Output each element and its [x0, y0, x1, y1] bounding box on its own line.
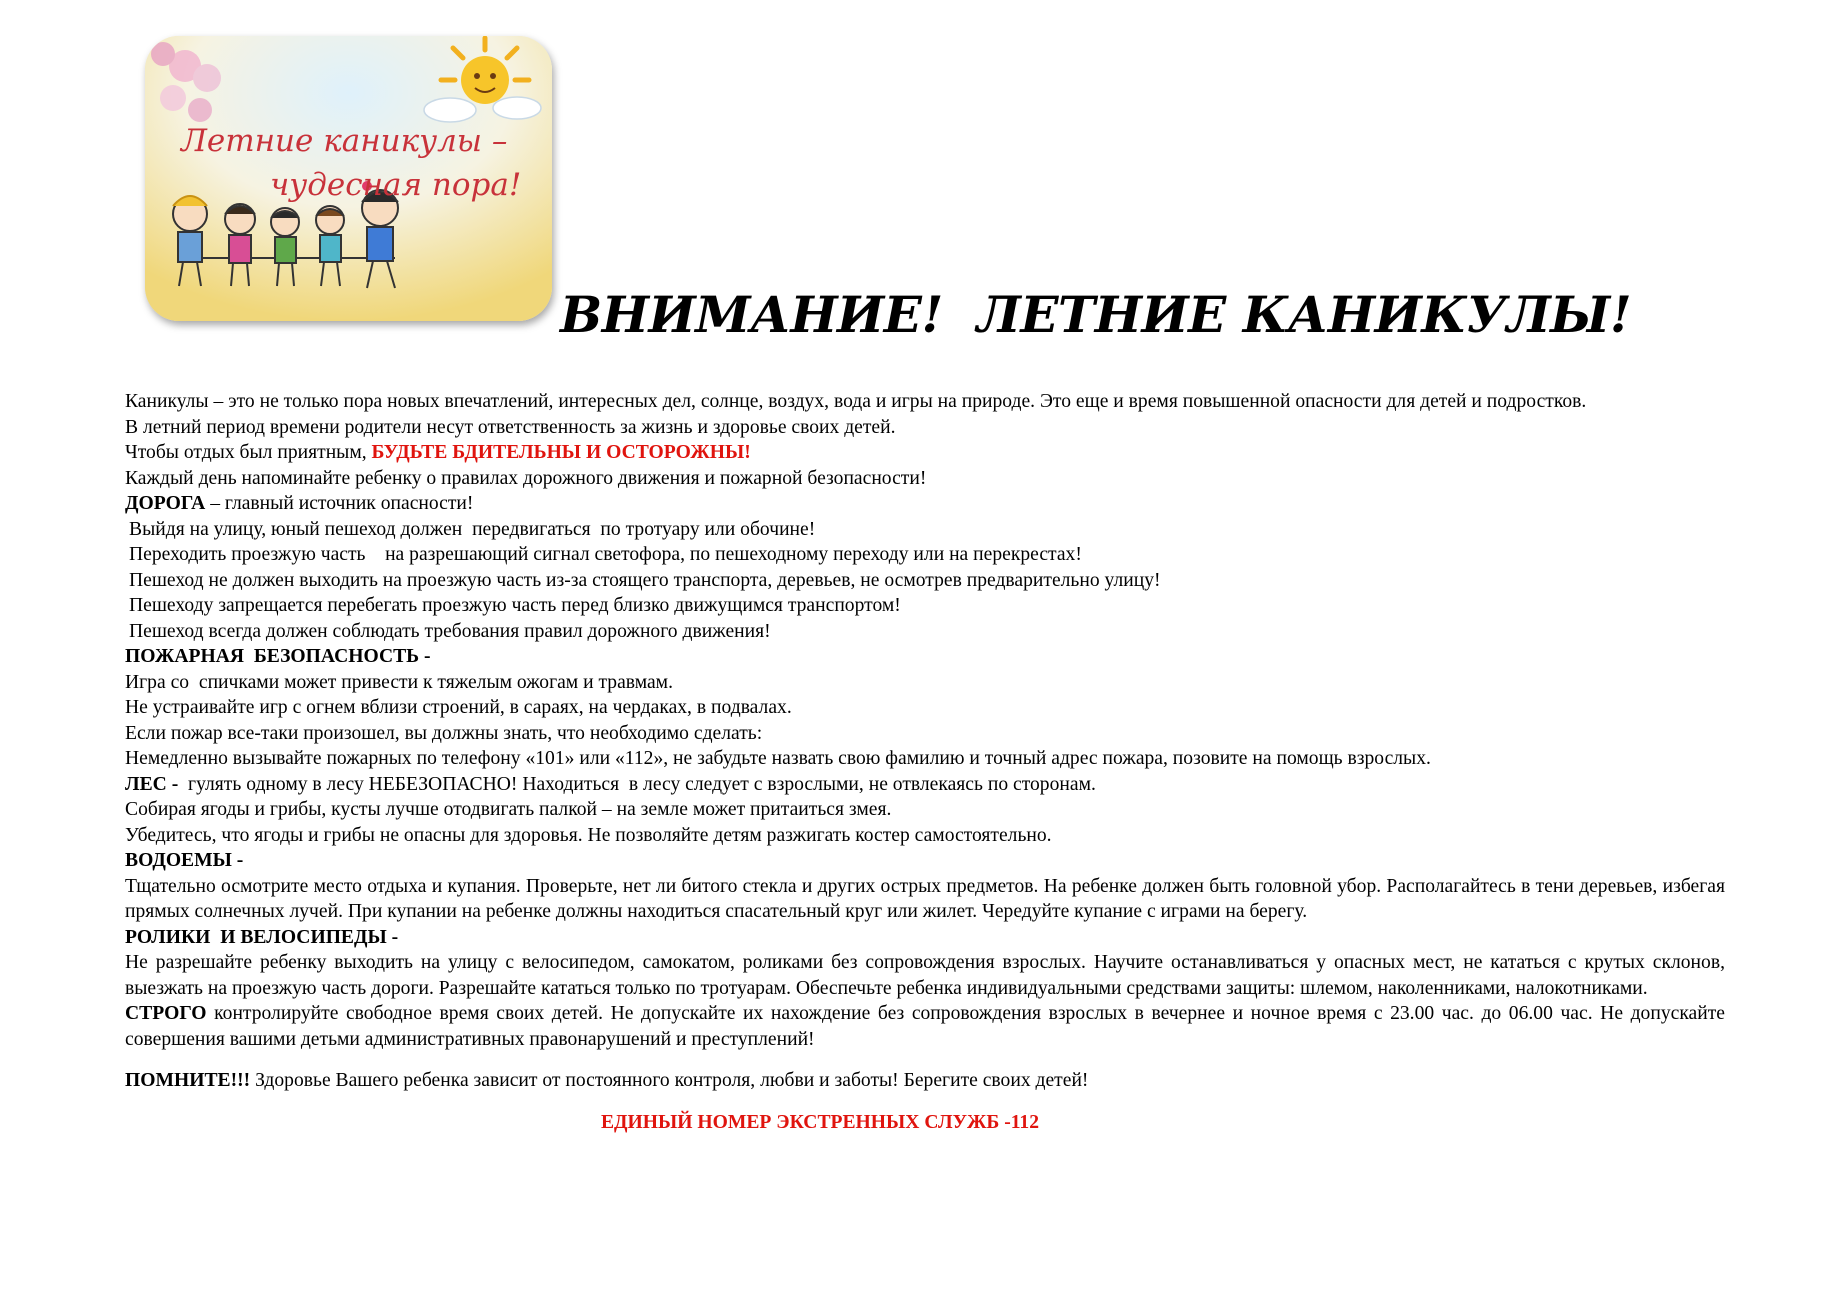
- section-heading-road: ДОРОГА: [125, 493, 206, 514]
- intro-paragraph: В летний период времени родители несут ответственность за жизнь и здоровье своих детей.: [125, 416, 896, 438]
- list-item: Переходить проезжую часть на разрешающий сигнал светофора, по пешеходному переходу или на перекрестах!: [129, 544, 1082, 565]
- banner-title-line2: чудесная пора!: [270, 167, 522, 203]
- section-heading-forest: ЛЕС -: [125, 773, 179, 795]
- intro-paragraph: Каждый день напоминайте ребенку о правилах дорожного движения и пожарной безопасности!: [125, 467, 927, 489]
- section-heading-bikes: РОЛИКИ И ВЕЛОСИПЕДЫ -: [125, 926, 399, 948]
- list-item: Собирая ягоды и грибы, кусты лучше отодвигать палкой – на земле может притаиться змея.: [125, 799, 892, 820]
- section-heading-remember: ПОМНИТЕ!!!: [125, 1070, 251, 1091]
- alert-text: БУДЬТЕ БДИТЕЛЬНЫ И ОСТОРОЖНЫ!: [371, 442, 751, 463]
- list-item: Пешеходу запрещается перебегать проезжую часть перед близко движущимся транспортом!: [129, 595, 901, 616]
- bikes-paragraph: Не разрешайте ребенку выходить на улицу с велосипедом, самокатом, роликами без сопровождения взрослых. Научите останавливаться у опасных мест, не кататься с крутых склонов, выезжать на проезжую часть дороги. Разрешайте кататься только по тротуарам. Обеспечьте ребенка индивидуальными средствами защиты: шлемом, наколенниками, налокотниками.: [125, 952, 1725, 999]
- section-heading-water: ВОДОЕМЫ -: [125, 850, 244, 871]
- intro-paragraph: Каникулы – это не только пора новых впечатлений, интересных дел, солнце, воздух, вода и игры на природе. Это еще и время повышенной опасности для детей и подростков.: [125, 391, 1587, 412]
- intro-paragraph: [125, 440, 1725, 466]
- list-item: Выйдя на улицу, юный пешеход должен передвигаться по тротуару или обочине!: [129, 518, 816, 540]
- document-body: [125, 389, 1725, 1135]
- list-item: Игра со спичками может привести к тяжелым ожогам и травмам.: [125, 671, 673, 693]
- section-heading-fire: ПОЖАРНАЯ БЕЗОПАСНОСТЬ -: [125, 646, 431, 667]
- water-paragraph: Тщательно осмотрите место отдыха и купания. Проверьте, нет ли битого стекла и других острых предметов. На ребенке должен быть головной убор. Располагайтесь в тени деревьев, избегая прямых солнечных лучей. При купании на ребенке должны находиться спасательный круг или жилет. Чередуйте купание с играми на берегу.: [125, 875, 1725, 922]
- remember-paragraph: [125, 1068, 1725, 1094]
- section-heading-rest: гулять одному в лесу НЕБЕЗОПАСНО! Находиться в лесу следует с взрослыми, не отвлекаясь по сторонам.: [178, 773, 1096, 795]
- road-section: [125, 491, 1725, 517]
- banner-title-line1: Летние каникулы –: [181, 123, 508, 159]
- emergency-number: ЕДИНЫЙ НОМЕР ЭКСТРЕННЫХ СЛУЖБ -112: [600, 1111, 1040, 1133]
- list-item: Не устраивайте игр с огнем вблизи строений, в сараях, на чердаках, в подвалах.: [125, 697, 792, 718]
- strict-paragraph: [125, 1001, 1725, 1052]
- intro-lead: Чтобы отдых был приятным,: [125, 442, 372, 463]
- list-item: Пешеход всегда должен соблюдать требования правил дорожного движения!: [129, 620, 771, 642]
- forest-section: [125, 772, 1725, 798]
- list-item: Пешеход не должен выходить на проезжую часть из-за стоящего транспорта, деревьев, не осмотрев предварительно улицу!: [129, 569, 1161, 591]
- section-heading-strict: СТРОГО: [125, 1003, 207, 1024]
- remember-text: Здоровье Вашего ребенка зависит от постоянного контроля, любви и заботы! Берегите своих детей!: [250, 1070, 1089, 1091]
- list-item: Убедитесь, что ягоды и грибы не опасны для здоровья. Не позволяйте детям разжигать костер самостоятельно.: [125, 824, 1052, 846]
- list-item: Если пожар все-таки произошел, вы должны знать, что необходимо сделать:: [125, 722, 763, 744]
- page-title: ВНИМАНИЕ! ЛЕТНИЕ КАНИКУЛЫ!: [560, 285, 1632, 344]
- summer-banner-image: [145, 36, 552, 321]
- strict-text: контролируйте свободное время своих детей. Не допускайте их нахождение без сопровождения взрослых в вечернее и ночное время с 23.00 час. до 06.00 час. Не допускайте совершения вашими детьми административных правонарушений и преступлений!: [125, 1003, 1725, 1050]
- section-heading-rest: – главный источник опасности!: [205, 493, 474, 514]
- list-item: Немедленно вызывайте пожарных по телефону «101» или «112», не забудьте назвать свою фамилию и точный адрес пожара, позовите на помощь взрослых.: [125, 748, 1431, 769]
